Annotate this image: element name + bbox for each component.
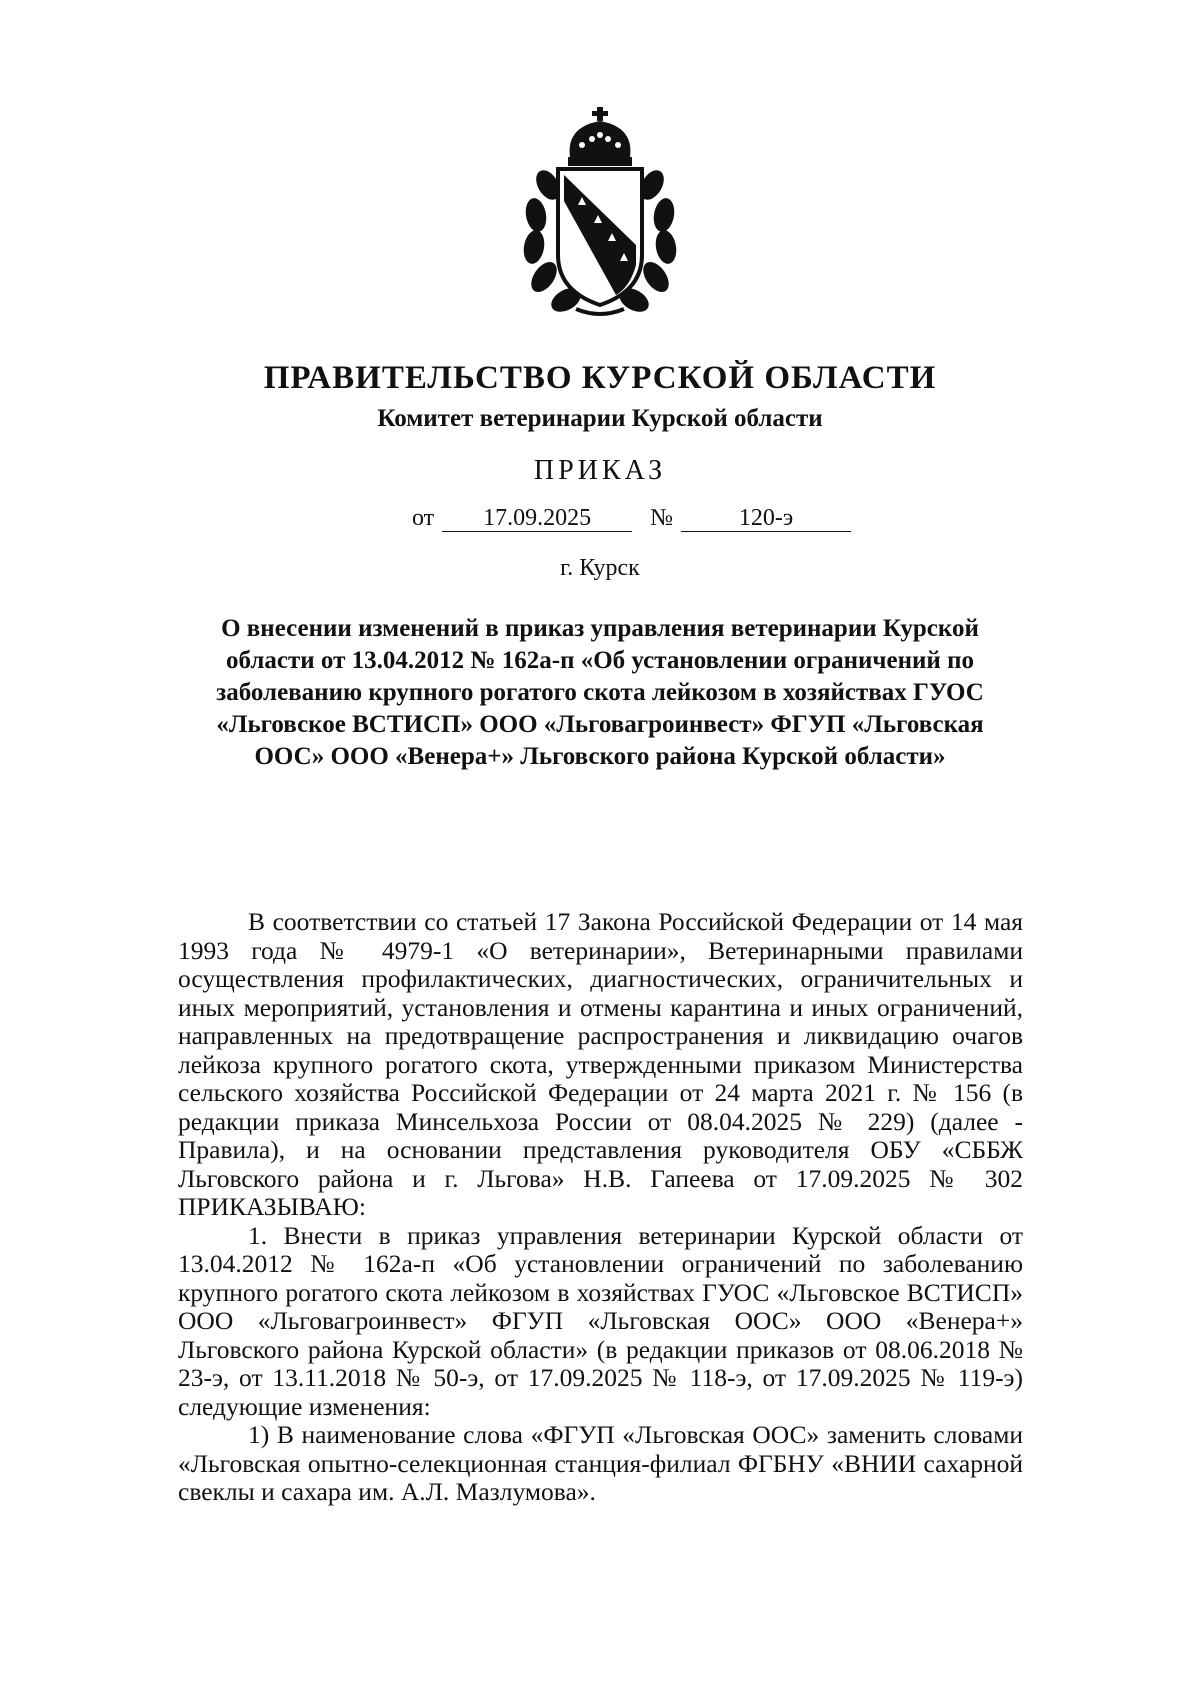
order-subject: О внесении изменений в приказ управления ветеринарии Курской области от 13.04.2012 № 162а-п «Об установлении ограничений по заболеванию крупного рогатого скота лейкозом в хозяйствах ГУОС «Льговское ВСТИСП» ООО «Льговагроинвест» ФГУП «Льговская ООС» ООО «Венера+» Льговского района Курской области»	[216, 615, 984, 770]
committee-name: Комитет ветеринарии Курской области	[377, 405, 823, 432]
document-type: ПРИКАЗ	[533, 455, 667, 486]
preamble-paragraph: В соответствии со статьей 17 Закона Российской Федерации от 14 мая 1993 года № 4979-1 «О ветеринарии», Ветеринарными правилами осуществления профилактических, диагностических, ограничительных и иных мероприятий, установления и отмены карантина и иных ограничений, направленных на предотвращение распространения и ликвидацию очагов лейкоза крупного рогатого скота, утвержденными приказом Министерства сельского хозяйства Российской Федерации от 24 марта 2021 г. № 156 (в редакции приказа Минсельхоза России от 08.04.2025 № 229) (далее - Правила), и на основании представления руководителя ОБУ «СББЖ Льговского района и г. Льгова» Н.В. Гапеева от 17.09.2025 № 302 ПРИКАЗЫВАЮ:	[178, 907, 1023, 1221]
item-1-1-paragraph: 1) В наименование слова «ФГУП «Льговская ООС» заменить словами «Льговская опытно-селекционная станция-филиал ФГБНУ «ВНИИ сахарной свеклы и сахара им. А.Л. Мазлумова».	[178, 1420, 1023, 1506]
document-body	[178, 908, 1023, 1507]
order-date: 17.09.2025	[442, 505, 632, 532]
item-1-paragraph: 1. Внести в приказ управления ветеринарии Курской области от 13.04.2012 № 162а-п «Об установлении ограничений по заболеванию крупного рогатого скота лейкозом в хозяйствах ГУОС «Льговское ВСТИСП» ООО «Льговагроинвест» ФГУП «Льговская ООС» ООО «Венера+» Льговского района Курской области» (в редакции приказов от 08.06.2018 № 23-э, от 13.11.2018 № 50-э, от 17.09.2025 № 118-э, от 17.09.2025 № 119-э) следующие изменения:	[178, 1220, 1023, 1421]
date-number-line	[412, 505, 832, 532]
date-prefix: от	[412, 505, 435, 531]
city: г. Курск	[560, 555, 640, 581]
coat-of-arms-icon	[520, 105, 680, 320]
government-title: ПРАВИТЕЛЬСТВО КУРСКОЙ ОБЛАСТИ	[263, 360, 937, 396]
order-number: 120-э	[681, 505, 851, 532]
number-prefix: №	[650, 505, 674, 531]
